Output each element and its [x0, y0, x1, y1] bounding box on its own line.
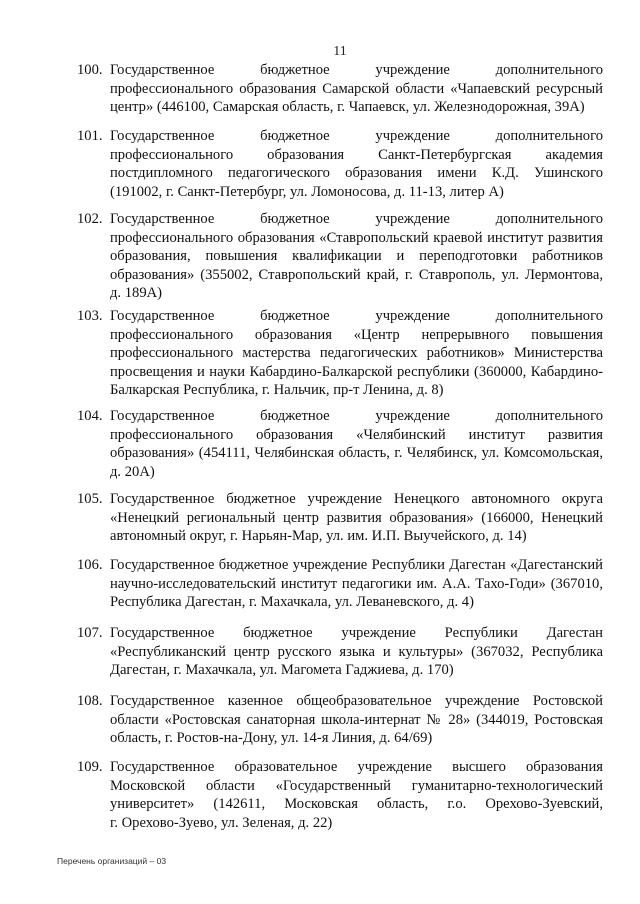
item-line: просвещения и науки Кабардино-Балкарской республики (360000, Кабардино- — [110, 363, 603, 380]
item-text — [110, 407, 603, 481]
item-line: постдипломного педагогического образования имени К.Д. Ушинского — [110, 165, 603, 181]
item-text — [110, 758, 603, 832]
item-line: центр» (446100, Самарская область, г. Чапаевск, ул. Железнодорожная, 39А) — [110, 99, 585, 115]
item-line: Дагестан, г. Махачкала, ул. Магомета Гаджиева, д. 170) — [110, 662, 454, 678]
item-line: Государственное бюджетное учреждение Республики Дагестан — [110, 625, 603, 641]
item-line: Государственное бюджетное учреждение Республики Дагестан «Дагестанский — [110, 557, 603, 573]
item-line: Государственное бюджетное учреждение дополнительного — [110, 408, 603, 424]
item-text — [110, 61, 603, 117]
item-line: область, г. Ростов-на-Дону, ул. 14-я Линия, д. 64/69) — [110, 730, 433, 746]
item-number: 102. — [77, 211, 103, 227]
item-line: университет» (142611, Московская область, г.о. Орехово-Зуевский, — [110, 796, 603, 812]
item-line: Балкарская Республика, г. Нальчик, пр-т Ленина, д. 8) — [110, 382, 444, 398]
item-line: образования» (355002, Ставропольский край, г. Ставрополь, ул. Лермонтова, — [110, 266, 603, 283]
item-number: 107. — [77, 625, 103, 641]
item-line: научно-исследовательский институт педагогики им. А.А. Тахо-Годи» (367010, — [110, 575, 603, 592]
item-number: 101. — [77, 128, 103, 144]
item-line: области «Ростовская санаторная школа-интернат № 28» (344019, Ростовская — [110, 711, 603, 728]
item-line: профессионального образования «Челябинский институт развития — [110, 426, 603, 443]
item-line: Государственное бюджетное учреждение дополнительного — [110, 62, 603, 78]
item-number: 103. — [77, 308, 103, 324]
item-number: 104. — [77, 408, 103, 424]
item-number: 106. — [77, 557, 103, 573]
item-line: профессионального образования Самарской области «Чапаевский ресурсный — [110, 80, 603, 97]
item-number: 109. — [77, 759, 103, 775]
item-line: Московской области «Государственный гуманитарно-технологический — [110, 777, 603, 794]
item-line: образования, повышения квалификации и переподготовки работников — [110, 248, 603, 264]
item-line: автономный округ, г. Нарьян-Мар, ул. им. И.П. Выучейского, д. 14) — [110, 528, 527, 544]
item-line: образования» (454111, Челябинская область, г. Челябинск, ул. Комсомольская, — [110, 445, 603, 461]
item-line: Государственное образовательное учреждение высшего образования — [110, 759, 603, 775]
item-number: 108. — [77, 693, 103, 709]
item-number: 105. — [77, 491, 103, 507]
item-text — [110, 127, 603, 201]
item-text — [110, 556, 603, 612]
item-number: 100. — [77, 62, 103, 78]
item-line: Государственное бюджетное учреждение дополнительного — [110, 308, 603, 324]
item-text — [110, 692, 603, 748]
item-line: д. 189А) — [110, 285, 163, 301]
item-line: (191002, г. Санкт-Петербург, ул. Ломоносова, д. 11-13, литер А) — [110, 183, 504, 200]
item-line: профессионального образования «Центр непрерывного повышения — [110, 326, 603, 343]
item-line: Государственное бюджетное учреждение дополнительного — [110, 211, 603, 227]
item-line: Государственное бюджетное учреждение дополнительного — [110, 128, 603, 144]
item-line: д. 20А) — [110, 463, 155, 480]
item-line: профессионального образования Санкт-Петербургская академия — [110, 146, 603, 163]
page-number: 11 — [333, 44, 347, 59]
item-line: Государственное бюджетное учреждение Ненецкого автономного округа — [110, 491, 603, 507]
footer-note: Перечень организаций – 03 — [57, 856, 167, 866]
item-line: Республика Дагестан, г. Махачкала, ул. Леваневского, д. 4) — [110, 594, 474, 610]
item-line: профессионального образования «Ставропольский краевой институт развития — [110, 229, 603, 246]
item-text — [110, 624, 603, 680]
item-line: «Республиканский центр русского языка и культуры» (367032, Республика — [110, 643, 603, 660]
item-line: «Ненецкий региональный центр развития образования» (166000, Ненецкий — [110, 509, 603, 526]
item-line: г. Орехово-Зуево, ул. Зеленая, д. 22) — [110, 814, 333, 831]
item-text — [110, 490, 603, 546]
item-text — [110, 307, 603, 400]
item-line: Государственное казенное общеобразовательное учреждение Ростовской — [110, 693, 603, 709]
item-line: профессионального мастерства педагогических работников» Министерства — [110, 345, 603, 361]
item-text — [110, 210, 603, 303]
